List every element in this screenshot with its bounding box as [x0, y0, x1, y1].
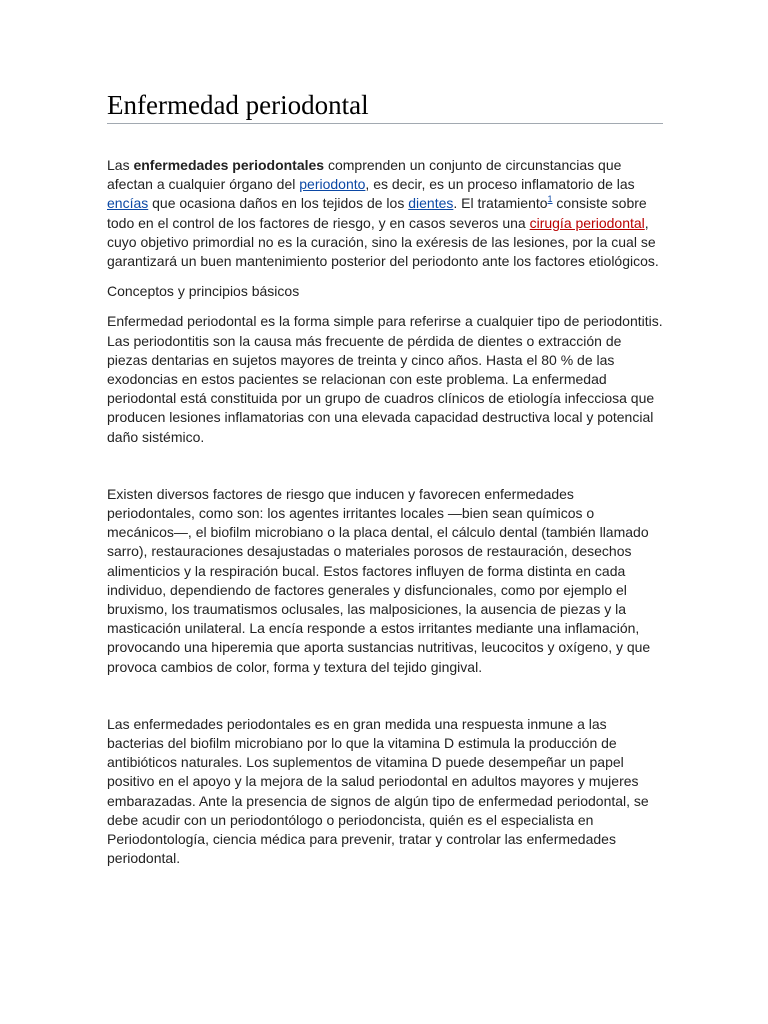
- body-paragraph: Enfermedad periodontal es la forma simple para referirse a cualquier tipo de periodontitis. Las periodontitis son la causa más frecuente de pérdida de dientes o extracción de piezas dentarias en sujetos mayores de treinta y cinco años. Hasta el 80 % de las exodoncias en estos pacientes se relacionan con este problema. La enfermedad periodontal está constituida por un grupo de cuadros clínicos de etiología infecciosa que producen lesiones inflamatorias con una elevada capacidad destructiva local y potencial daño sistémico.: [107, 313, 663, 445]
- intro-bold-term: enfermedades periodontales: [133, 157, 325, 173]
- intro-text: comprenden un conjunto de circunstancias que afectan a cualquier órgano del: [107, 157, 622, 193]
- intro-text: Las: [107, 157, 134, 173]
- link-cirugia-periodontal[interactable]: cirugía periodontal: [529, 214, 645, 231]
- article-body: [107, 88, 663, 869]
- reference-link[interactable]: 1: [547, 194, 553, 205]
- link-periodonto[interactable]: periodonto: [299, 176, 366, 193]
- body-paragraph: Las enfermedades periodontales es en gran medida una respuesta inmune a las bacterias del biofilm microbiano por lo que la vitamina D estimula la producción de antibióticos naturales. Los suplementos de vitamina D puede desempeñar un papel positivo en el apoyo y la mejora de la salud periodontal en adultos mayores y mujeres embarazadas. Ante la presencia de signos de algún tipo de enfermedad periodontal, se debe acudir con un periodontólogo o periodoncista, quién es el especialista en Periodontología, ciencia médica para prevenir, tratar y controlar las enfermedades periodontal.: [107, 715, 649, 867]
- link-encias[interactable]: encías: [107, 195, 149, 212]
- page-title: Enfermedad periodontal: [107, 88, 663, 124]
- intro-paragraph: [107, 156, 663, 271]
- intro-text: , es decir, es un proceso inflamatorio de las: [365, 176, 635, 193]
- intro-text: , cuyo objetivo primordial no es la curación, sino la exéresis de las lesiones, por la cual se garantizará un buen mantenimiento posterior del periodonto ante los factores etiológicos.: [107, 214, 659, 270]
- link-dientes[interactable]: dientes: [408, 195, 454, 212]
- section-heading: Conceptos y principios básicos: [107, 283, 300, 300]
- intro-text: que ocasiona daños en los tejidos de los: [148, 195, 409, 212]
- intro-text: . El tratamiento: [453, 195, 548, 212]
- intro-text: consiste sobre todo en el control de los factores de riesgo, y en casos severos una: [107, 195, 647, 231]
- body-paragraph: Existen diversos factores de riesgo que inducen y favorecen enfermedades periodontales, como son: los agentes irritantes locales —bien sean químicos o mecánicos—, el biofilm microbiano o la placa dental, el cálculo dental (también llamado sarro), restauraciones desajustadas o materiales porosos de restauración, desechos alimenticios y la respiración bucal. Estos factores influyen de forma distinta en cada individuo, dependiendo de factores generales y disfuncionales, como por ejemplo el bruxismo, los traumatismos oclusales, las malposiciones, la ausencia de piezas y la masticación unilateral. La encía responde a estos irritantes mediante una inflamación, provocando una hiperemia que aporta sustancias nutritivas, leucocitos y oxígeno, y que provoca cambios de color, forma y textura del tejido gingival.: [107, 485, 651, 675]
